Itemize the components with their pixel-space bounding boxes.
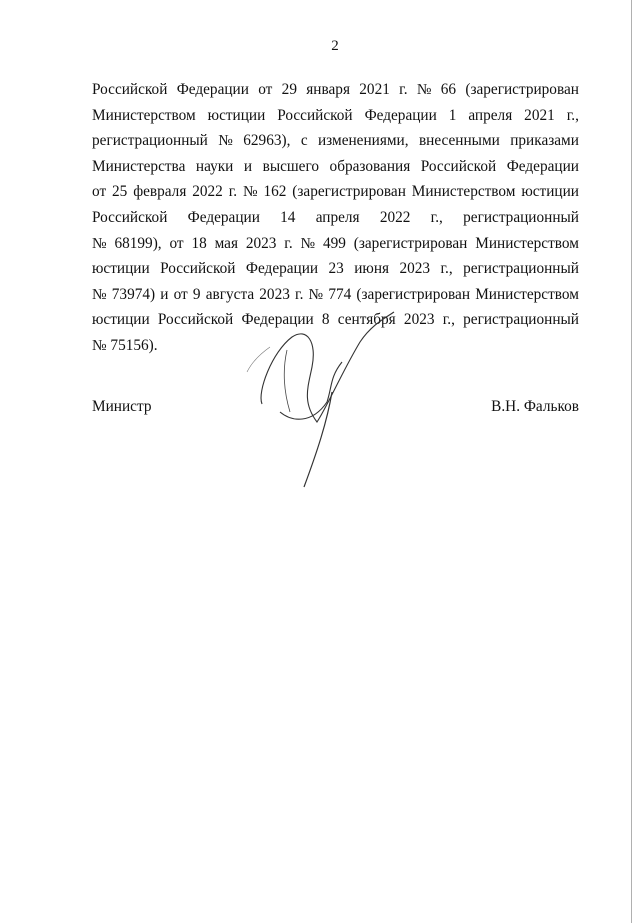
- paragraph-word: Министерством: [92, 106, 196, 124]
- paragraph-word: апреля: [315, 208, 360, 226]
- paragraph-word: (зарегистрирован: [292, 183, 406, 201]
- paragraph-word: августа: [205, 285, 255, 303]
- paragraph-word: Федерации: [364, 106, 437, 124]
- paragraph-word: от: [258, 81, 273, 98]
- paragraph-word: 499: [322, 234, 346, 252]
- paragraph-word: 14: [280, 208, 296, 226]
- paragraph-word: 2023: [245, 234, 277, 252]
- paragraph-word: 162: [263, 183, 287, 201]
- paragraph-word: Российской: [160, 260, 236, 278]
- paragraph-word: 68199),: [114, 234, 162, 252]
- paragraph-word: и: [160, 285, 169, 303]
- paragraph-word: 2021: [524, 106, 555, 124]
- minister-name: В.Н. Фальков: [491, 398, 579, 415]
- paragraph-word: 2021: [359, 81, 390, 98]
- paragraph-word: 2023: [399, 260, 431, 278]
- handwritten-signature: [232, 292, 402, 492]
- paragraph-word: регистрационный: [463, 311, 579, 329]
- paragraph-word: 9: [192, 285, 201, 303]
- paragraph-word: 62963),: [243, 132, 291, 150]
- paragraph-word: г.,: [440, 260, 453, 278]
- paragraph-word: №: [92, 234, 107, 252]
- paragraph-word: внесенными: [418, 132, 500, 150]
- paragraph-word: 2022: [192, 183, 223, 201]
- paragraph-word: 73974): [111, 285, 156, 303]
- paragraph-word: апреля: [468, 106, 513, 124]
- paragraph-word: г.: [284, 234, 293, 252]
- paragraph-word: 66: [440, 81, 457, 98]
- paragraph-word: 8: [321, 311, 330, 329]
- paragraph-word: от: [92, 183, 107, 201]
- paragraph-line: [92, 231, 579, 257]
- paragraph-word: и: [243, 157, 253, 175]
- paragraph-word: Министерством: [475, 285, 579, 303]
- paragraph-word: января: [306, 81, 350, 98]
- paragraph-word: г.,: [442, 311, 455, 329]
- paragraph-word: с: [300, 132, 308, 150]
- minister-title: Министр: [92, 398, 152, 415]
- paragraph-word: Федерации: [187, 208, 260, 226]
- paragraph-word: изменениями,: [318, 132, 409, 150]
- paragraph-word: регистрационный: [463, 208, 579, 226]
- paragraph-word: 18: [191, 234, 207, 252]
- paragraph-word: (зарегистрирован: [353, 234, 468, 252]
- paragraph-word: юстиции: [92, 311, 150, 329]
- paragraph-word: регистрационный: [463, 260, 579, 278]
- paragraph-word: Министерством: [475, 234, 579, 252]
- paragraph-word: юстиции: [207, 106, 266, 124]
- paragraph-word: (зарегистрирован: [356, 285, 471, 303]
- paragraph-word: Федерации: [176, 81, 249, 98]
- paragraph-word: регистрационный: [92, 132, 208, 150]
- paragraph-word: от: [169, 234, 184, 252]
- paragraph-word: февраля: [133, 183, 187, 201]
- paragraph-word: Министерства: [92, 157, 186, 175]
- paragraph-word: 23: [328, 260, 344, 278]
- paragraph-word: высшего: [262, 157, 320, 175]
- paragraph-word: №: [416, 81, 432, 98]
- paragraph-word: Федерации: [245, 260, 319, 278]
- paragraph-word: 29: [281, 81, 297, 98]
- paragraph-word: Федерации: [506, 157, 579, 175]
- paragraph-word: №: [242, 183, 258, 201]
- paragraph-word: Российской: [277, 106, 353, 124]
- paragraph-word: 2023: [403, 311, 435, 329]
- paragraph-last-line: № 75156).: [92, 336, 158, 354]
- paragraph-line: [92, 205, 579, 231]
- paragraph-word: приказами: [510, 132, 579, 150]
- paragraph-word: г.,: [430, 208, 443, 226]
- paragraph-word: мая: [214, 234, 238, 252]
- paragraph-word: Российской: [92, 81, 168, 98]
- paragraph-word: образования: [329, 157, 411, 175]
- paragraph-word: г.: [295, 285, 304, 303]
- paragraph-word: №: [308, 285, 324, 303]
- paragraph-line: [92, 128, 579, 154]
- paragraph-line: [92, 103, 579, 129]
- paragraph-line: [92, 179, 579, 205]
- paragraph-line: [92, 256, 579, 282]
- paragraph-word: Федерации: [241, 311, 314, 329]
- paragraph-word: юстиции: [521, 183, 579, 201]
- paragraph-word: №: [218, 132, 233, 150]
- page-number: 2: [331, 38, 339, 54]
- paragraph-word: г.,: [566, 106, 579, 124]
- paragraph-word: 1: [448, 106, 457, 124]
- paragraph-word: 2023: [259, 285, 290, 303]
- paragraph-word: 774: [328, 285, 352, 303]
- paragraph-word: июня: [354, 260, 390, 278]
- paragraph-word: науки: [195, 157, 234, 175]
- paragraph-word: сентября: [337, 311, 396, 329]
- paragraph-word: Российской: [420, 157, 497, 175]
- paragraph-word: №: [300, 234, 316, 252]
- paragraph-word: 2022: [379, 208, 411, 226]
- paragraph-word: Российской: [157, 311, 234, 329]
- paragraph-word: от: [173, 285, 188, 303]
- paragraph-line: [92, 154, 579, 180]
- paragraph-word: юстиции: [92, 260, 150, 278]
- paragraph-word: (зарегистрирован: [465, 81, 579, 98]
- paragraph-word: Российской: [92, 208, 168, 226]
- paragraph-word: 25: [112, 183, 128, 201]
- paragraph-word: №: [92, 285, 107, 303]
- paragraph-word: г.: [228, 183, 238, 201]
- paragraph-line: [92, 77, 579, 103]
- page-edge: [631, 0, 632, 923]
- paragraph-word: Министерством: [411, 183, 516, 201]
- paragraph-word: г.: [399, 81, 408, 98]
